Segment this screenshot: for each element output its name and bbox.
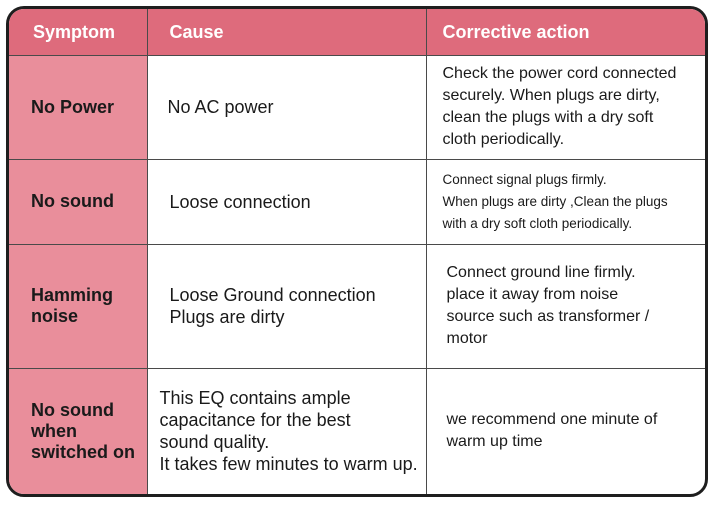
troubleshooting-table-frame xyxy=(6,6,708,497)
symptom-cell xyxy=(9,244,147,368)
cause-cell xyxy=(147,244,426,368)
table-row xyxy=(9,244,705,368)
action-cell xyxy=(426,56,705,160)
symptom-cell xyxy=(9,56,147,160)
action-text: warm up time xyxy=(446,433,543,451)
action-text: Connect signal plugs firmly. xyxy=(442,171,607,187)
symptom-text: switched on xyxy=(31,441,136,462)
symptom-cell xyxy=(9,159,147,244)
action-text: place it away from noise xyxy=(446,286,619,304)
symptom-text: No sound xyxy=(31,399,114,420)
action-cell xyxy=(426,244,705,368)
cause-text: Plugs are dirty xyxy=(169,307,285,328)
cause-text: Loose Ground connection xyxy=(169,285,376,306)
header-symptom: Symptom xyxy=(9,9,147,56)
cause-text: It takes few minutes to warm up. xyxy=(159,454,418,475)
action-text: securely. When plugs are dirty, xyxy=(442,87,660,105)
action-cell xyxy=(426,159,705,244)
cause-text: No AC power xyxy=(167,97,274,118)
symptom-text: when xyxy=(31,420,78,441)
action-text: Check the power cord connected xyxy=(442,65,677,83)
table-row xyxy=(9,368,705,494)
cause-text: capacitance for the best xyxy=(159,410,351,431)
header-row xyxy=(9,9,705,56)
action-text: we recommend one minute of xyxy=(446,411,658,429)
cause-cell xyxy=(147,56,426,160)
troubleshooting-table xyxy=(9,9,705,494)
symptom-text: Hamming xyxy=(31,285,114,306)
table-row xyxy=(9,159,705,244)
table-row xyxy=(9,56,705,160)
symptom-text: No Power xyxy=(31,96,115,117)
cause-text: This EQ contains ample xyxy=(159,388,351,409)
action-text: with a dry soft cloth periodically. xyxy=(442,215,633,231)
action-text: clean the plugs with a dry soft xyxy=(442,109,654,127)
symptom-cell xyxy=(9,368,147,494)
action-text: When plugs are dirty ,Clean the plugs xyxy=(442,193,668,209)
symptom-text: No sound xyxy=(31,191,114,212)
header-cause: Cause xyxy=(147,9,426,56)
action-cell xyxy=(426,368,705,494)
action-text: motor xyxy=(446,330,488,348)
action-text: cloth periodically. xyxy=(442,131,565,149)
cause-cell xyxy=(147,368,426,494)
header-corrective-action: Corrective action xyxy=(426,9,705,56)
symptom-text: noise xyxy=(31,306,79,327)
cause-text: Loose connection xyxy=(169,191,311,212)
action-text: Connect ground line firmly. xyxy=(446,264,636,282)
action-text: source such as transformer / xyxy=(446,308,650,326)
cause-cell xyxy=(147,159,426,244)
cause-text: sound quality. xyxy=(159,432,270,453)
